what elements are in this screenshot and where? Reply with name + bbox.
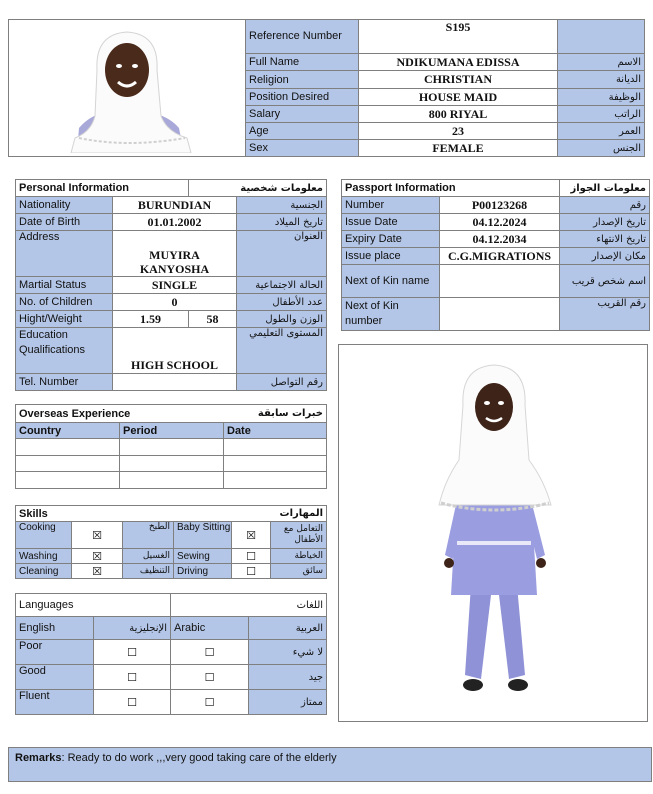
headshot-cell (9, 20, 246, 157)
overseas-cell (16, 456, 120, 472)
tel-label: Tel. Number (16, 374, 113, 391)
education-value: HIGH SCHOOL (113, 328, 237, 374)
skill-cleaning-label: Cleaning (16, 564, 72, 579)
skill-cleaning-arabic: التنظيف (123, 564, 174, 579)
overseas-col-period: Period (120, 423, 224, 439)
position-label: Position Desired (246, 88, 359, 106)
overseas-col-date: Date (224, 423, 327, 439)
english-poor-checkbox[interactable]: ☐ (94, 640, 171, 665)
expiry-date-value: 04.12.2034 (440, 231, 560, 248)
position-value: HOUSE MAID (359, 88, 558, 106)
kin-number-arabic: رقم القريب (560, 298, 650, 331)
overseas-cell (16, 439, 120, 456)
nationality-value: BURUNDIAN (113, 197, 237, 214)
personal-title-arabic: معلومات شخصية (189, 180, 327, 197)
passport-title: Passport Information (342, 180, 560, 197)
skills-title-arabic: المهارات (174, 506, 327, 522)
tel-value (113, 374, 237, 391)
overseas-title: Overseas Experience (16, 405, 224, 423)
passport-title-arabic: معلومات الجواز (560, 180, 650, 197)
english-good-checkbox[interactable]: ☐ (94, 665, 171, 690)
skill-babysitting-arabic: التعامل مع الأطفال (271, 522, 327, 549)
level-good-arabic: جيد (249, 665, 327, 690)
level-poor-label: Poor (16, 640, 94, 665)
headshot-photo (9, 20, 246, 153)
nationality-label: Nationality (16, 197, 113, 214)
skill-cooking-arabic: الطبخ (123, 522, 174, 549)
sex-value: FEMALE (359, 140, 558, 157)
full-body-photo-frame (338, 344, 648, 722)
sex-label: Sex (246, 140, 359, 157)
religion-arabic: الديانة (558, 71, 645, 89)
children-label: No. of Children (16, 294, 113, 311)
address-value: MUYIRA KANYOSHA (113, 231, 237, 277)
lang-english-label: English (16, 617, 94, 640)
overseas-title-arabic: خبرات سابقة (224, 405, 327, 423)
overseas-cell (120, 439, 224, 456)
full-body-photo (339, 345, 648, 722)
salary-label: Salary (246, 106, 359, 122)
english-fluent-checkbox[interactable]: ☐ (94, 690, 171, 715)
overseas-cell (224, 472, 327, 489)
age-label: Age (246, 122, 359, 140)
overseas-cell (120, 456, 224, 472)
languages-table (15, 593, 327, 715)
passport-info-table (341, 179, 650, 331)
passport-number-value: P00123268 (440, 197, 560, 214)
level-fluent-arabic: ممتاز (249, 690, 327, 715)
languages-title: Languages (16, 594, 171, 617)
arabic-good-checkbox[interactable]: ☐ (171, 665, 249, 690)
religion-label: Religion (246, 71, 359, 89)
skill-driving-arabic: سائق (271, 564, 327, 579)
passport-number-arabic: رقم (560, 197, 650, 214)
overseas-cell (16, 472, 120, 489)
lang-arabic-arabic: العربية (249, 617, 327, 640)
dob-arabic: تاريخ الميلاد (237, 214, 327, 231)
skill-washing-label: Washing (16, 549, 72, 564)
issue-date-label: Issue Date (342, 214, 440, 231)
overseas-cell (120, 472, 224, 489)
fullname-label: Full Name (246, 53, 359, 71)
skill-cooking-label: Cooking (16, 522, 72, 549)
skill-sewing-checkbox[interactable]: ☐ (232, 549, 271, 564)
tel-arabic: رقم التواصل (237, 374, 327, 391)
address-label: Address (16, 231, 113, 277)
marital-arabic: الحالة الاجتماعية (237, 277, 327, 294)
marital-label: Martial Status (16, 277, 113, 294)
salary-arabic: الراتب (558, 106, 645, 122)
fullname-value: NDIKUMANA EDISSA (359, 53, 558, 71)
salary-value: 800 RIYAL (359, 106, 558, 122)
arabic-poor-checkbox[interactable]: ☐ (171, 640, 249, 665)
height-weight-arabic: الوزن والطول (237, 311, 327, 328)
weight-value: 58 (189, 311, 237, 328)
personal-title: Personal Information (16, 180, 189, 197)
age-arabic: العمر (558, 122, 645, 140)
skill-babysitting-label: Baby Sitting (174, 522, 232, 549)
sex-arabic: الجنس (558, 140, 645, 157)
kin-number-label: Next of Kin number (342, 298, 440, 331)
lang-arabic-label: Arabic (171, 617, 249, 640)
remarks-box (8, 747, 652, 782)
languages-title-arabic: اللغات (171, 594, 327, 617)
skills-table (15, 505, 327, 579)
remarks-text: : Ready to do work ,,,very good taking care of the elderly (61, 752, 337, 764)
overseas-col-country: Country (16, 423, 120, 439)
overseas-table (15, 404, 327, 489)
kin-name-label: Next of Kin name (342, 265, 440, 298)
ref-label: Reference Number (246, 20, 359, 54)
dob-label: Date of Birth (16, 214, 113, 231)
issue-date-arabic: تاريخ الإصدار (560, 214, 650, 231)
height-weight-label: Hight/Weight (16, 311, 113, 328)
remarks-label: Remarks (15, 752, 62, 764)
level-good-label: Good (16, 665, 94, 690)
height-value: 1.59 (113, 311, 189, 328)
passport-number-label: Number (342, 197, 440, 214)
skill-washing-arabic: الغسيل (123, 549, 174, 564)
expiry-date-label: Expiry Date (342, 231, 440, 248)
level-fluent-label: Fluent (16, 690, 94, 715)
skill-sewing-label: Sewing (174, 549, 232, 564)
kin-number-value (440, 298, 560, 331)
issue-place-value: C.G.MIGRATIONS (440, 248, 560, 265)
skill-cooking-checkbox[interactable]: ☒ (72, 522, 123, 549)
skill-driving-checkbox[interactable]: ☐ (232, 564, 271, 579)
ref-value: S195 (359, 20, 558, 54)
arabic-fluent-checkbox[interactable]: ☐ (171, 690, 249, 715)
issue-date-value: 04.12.2024 (440, 214, 560, 231)
issue-place-arabic: مكان الإصدار (560, 248, 650, 265)
dob-value: 01.01.2002 (113, 214, 237, 231)
header-table (8, 19, 645, 157)
religion-value: CHRISTIAN (359, 71, 558, 89)
kin-name-value (440, 265, 560, 298)
position-arabic: الوظيفة (558, 88, 645, 106)
issue-place-label: Issue place (342, 248, 440, 265)
skill-babysitting-checkbox[interactable]: ☒ (232, 522, 271, 549)
overseas-cell (224, 439, 327, 456)
overseas-cell (224, 456, 327, 472)
expiry-date-arabic: تاريخ الانتهاء (560, 231, 650, 248)
nationality-arabic: الجنسية (237, 197, 327, 214)
children-arabic: عدد الأطفال (237, 294, 327, 311)
lang-english-arabic: الإنجليزية (94, 617, 171, 640)
skill-washing-checkbox[interactable]: ☒ (72, 549, 123, 564)
ref-arabic (558, 20, 645, 54)
education-label: Education Qualifications (16, 328, 113, 374)
fullname-arabic: الاسم (558, 53, 645, 71)
personal-info-table (15, 179, 327, 391)
children-value: 0 (113, 294, 237, 311)
level-poor-arabic: لا شيء (249, 640, 327, 665)
address-arabic: العنوان (237, 231, 327, 277)
age-value: 23 (359, 122, 558, 140)
marital-value: SINGLE (113, 277, 237, 294)
education-arabic: المستوى التعليمي (237, 328, 327, 374)
skill-sewing-arabic: الخياطة (271, 549, 327, 564)
skill-driving-label: Driving (174, 564, 232, 579)
skill-cleaning-checkbox[interactable]: ☒ (72, 564, 123, 579)
skills-title: Skills (16, 506, 174, 522)
kin-name-arabic: اسم شخص قريب (560, 265, 650, 298)
